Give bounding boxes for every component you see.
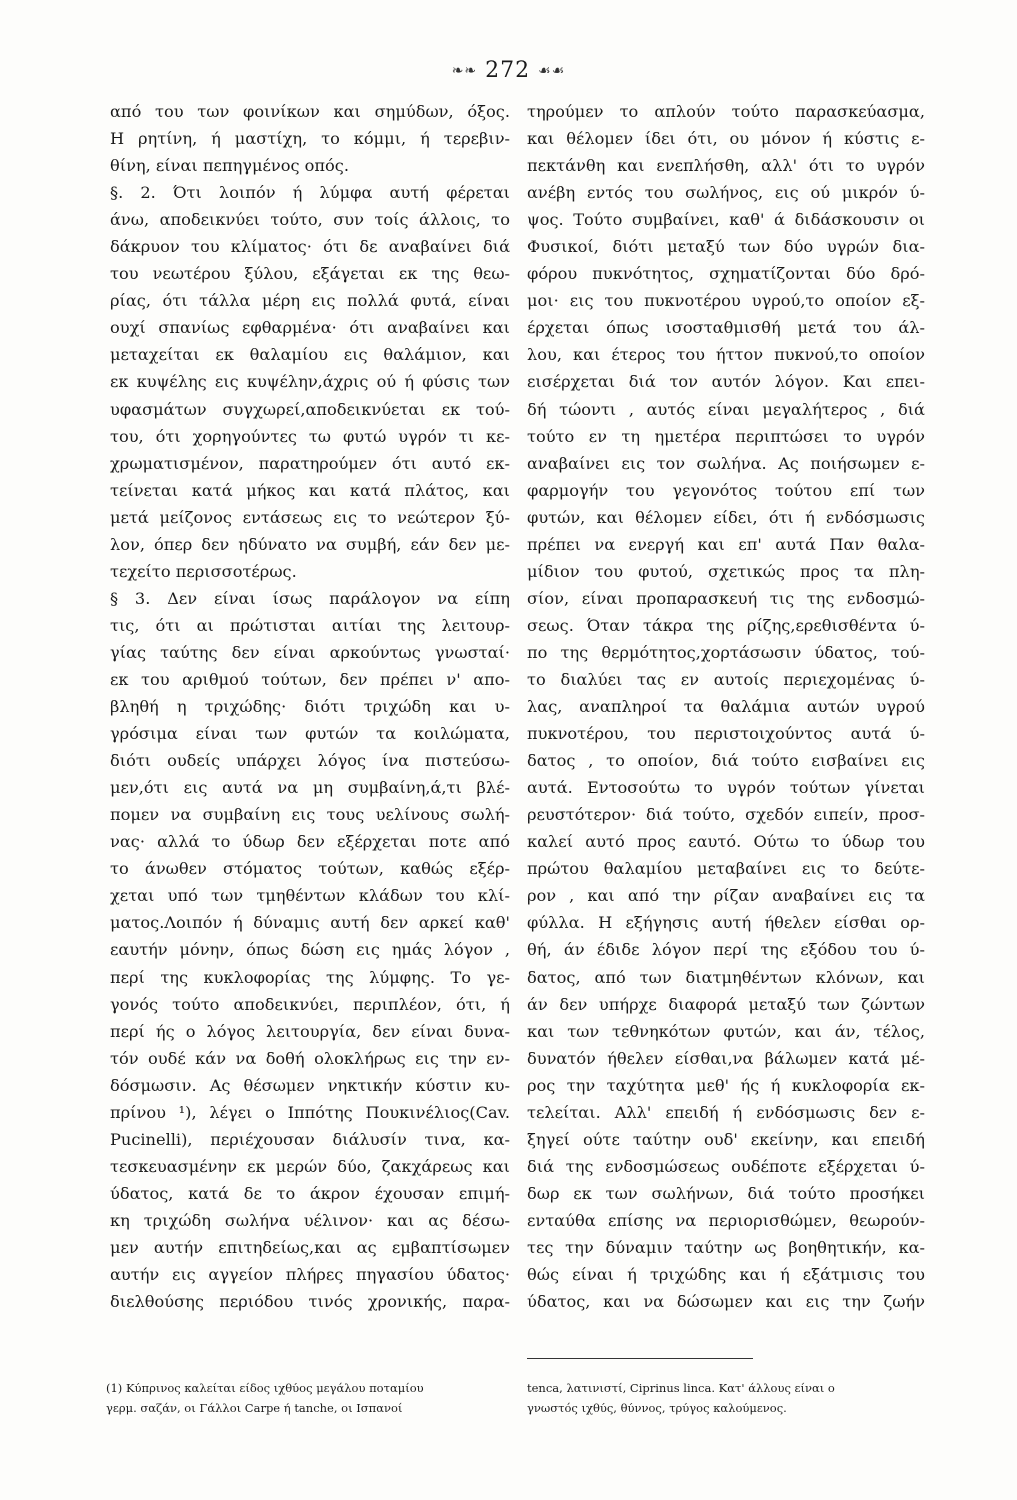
text-line: θώς είναι ή τριχώδης και ή εξάτμισις του <box>527 1265 925 1285</box>
text-line: αυτά. Εντοσούτω το υγρόν τούτων γίνεται <box>527 778 925 798</box>
text-line: μίδιον του φυτού, σχετικώς προς τα πλη- <box>527 561 925 581</box>
text-line: ρον , και από την ρίζαν αναβαίνει εις τα <box>527 886 925 906</box>
text-line: εισέρχεται διά τον αυτόν λόγον. Και επει- <box>527 372 925 392</box>
text-line: εαυτήν μόνην, όπως δώση εις ημάς λόγον , <box>110 940 510 960</box>
text-line: βληθή η τριχώδης· διότι τριχώδη και υ- <box>110 697 510 717</box>
right-column <box>527 98 925 1315</box>
text-line: μεταχείται εκ θαλαμίου εις θαλάμιον, και <box>110 345 510 365</box>
text-line: φυτών, και θέλομεν είδει, ότι ή ενδόσμωσις <box>527 507 925 527</box>
text-line: μοι· εις του πυκνοτέρου υγρού,το οποίον εξ- <box>527 291 925 311</box>
text-line: ουχί σπανίως εφθαρμένα· ότι αναβαίνει και <box>110 318 510 338</box>
text-line: κη τριχώδη σωλήνα υέλινον· και ας δέσω- <box>110 1210 510 1230</box>
text-line: διότι ουδείς υπάρχει λόγος ίνα πιστεύσω- <box>110 751 510 771</box>
text-line: του, ότι χορηγούντες τω φυτώ υγρόν τι κε- <box>110 426 510 446</box>
text-line: ξηγεί ούτε ταύτην ουδ' εκείνην, και επειδή <box>527 1129 925 1149</box>
text-line: νας· αλλά το ύδωρ δεν εξέρχεται ποτε από <box>110 832 510 852</box>
text-line: θίνη, είναι πεπηγμένος οπός. <box>110 156 350 176</box>
text-line: χεται υπό των τμηθέντων κλάδων του κλί- <box>110 886 510 906</box>
text-line: δυνατόν ήθελεν είσθαι,να βάλωμεν κατά μέ- <box>527 1048 925 1068</box>
text-line: τες την δύναμιν ταύτην ως βοηθητικήν, κα- <box>527 1237 925 1257</box>
text-line: αυτήν εις αγγείον πλήρες πηγασίου ύδατος· <box>110 1265 510 1285</box>
text-line: τόν ουδέ κάν να δοθή ολοκλήρως εις την εν- <box>110 1048 510 1068</box>
page-header <box>0 58 1017 83</box>
footnote-left <box>106 1378 502 1418</box>
text-line: και θέλομεν ίδει ότι, ου μόνον ή κύστις ε- <box>527 129 925 149</box>
text-line: δή τώοντι , αυτός είναι μεγαλήτερος , διά <box>527 399 925 419</box>
text-line: αναβαίνει εις τον σωλήνα. Ας ποιήσωμεν ε- <box>527 453 925 473</box>
footnote-line: γνωστός ιχθύς, θύννος, τρύγος καλούμενος. <box>527 1401 787 1415</box>
text-line: καλεί αυτό προς εαυτό. Ούτω το ύδωρ του <box>527 832 925 852</box>
text-line: ενταύθα επίσης να περιορισθώμεν, θεωρούν- <box>527 1210 925 1230</box>
text-line: ύδατος, κατά δε το άκρον έχουσαν επιμή- <box>110 1183 510 1203</box>
text-line: θή, άν έδιδε λόγον περί της εξόδου του ύ- <box>527 940 925 960</box>
text-line: πομεν να συμβαίνη εις τους υελίνους σωλή- <box>110 805 510 825</box>
text-line: λου, και έτερος του ήττον πυκνού,το οποίον <box>527 345 925 365</box>
page-number: 272 <box>485 58 531 83</box>
text-line: τεσκευασμένην εκ μερών δύο, ζακχάρεως και <box>110 1156 510 1176</box>
text-line: γίας ταύτης δεν είναι αρκούντως γνωσταί· <box>110 642 510 662</box>
text-line: μετά μείζονος εντάσεως εις το νεώτερον ξύ- <box>110 507 510 527</box>
text-line: ρευστότερον· διά τούτο, σχεδόν ειπείν, προσ- <box>527 805 925 825</box>
text-line: περί ής ο λόγος λειτουργία, δεν είναι δυνα- <box>110 1021 510 1041</box>
text-line: διά της ενδοσμώσεως ουδέποτε εξέρχεται ύ- <box>527 1156 925 1176</box>
text-line: γρόσιμα είναι των φυτών τα κοιλώματα, <box>110 724 510 744</box>
footnote-divider <box>527 1358 753 1359</box>
text-line: εκ του αριθμού τούτων, δεν πρέπει ν' απο- <box>110 669 510 689</box>
text-line: του νεωτέρου ξύλου, εξάγεται εκ της θεω- <box>110 264 510 284</box>
text-line: ψος. Τούτο συμβαίνει, καθ' ά διδάσκουσιν οι <box>527 210 925 230</box>
text-line: μεν,ότι εις αυτά να μη συμβαίνη,ά,τι βλέ- <box>110 778 510 798</box>
ornament-right: ☙☙ <box>538 63 566 79</box>
text-line: τείνεται κατά μήκος και κατά πλάτος, και <box>110 480 510 500</box>
text-line: ματος.Λοιπόν ή δύναμις αυτή δεν αρκεί καθ' <box>110 913 510 933</box>
text-line: ρίας, ότι τάλλα μέρη εις πολλά φυτά, είναι <box>110 291 510 311</box>
text-line: Η ρητίνη, ή μαστίχη, το κόμμι, ή τερεβιν- <box>110 129 510 149</box>
text-line: ανέβη εντός του σωλήνος, εις ού μικρόν ύ- <box>527 183 925 203</box>
text-line: περί της κυκλοφορίας της λύμφης. Το γε- <box>110 967 510 987</box>
text-line: § 3. Δεν είναι ίσως παράλογον να είπη <box>110 588 510 608</box>
text-line: πυκνοτέρου, του περιστοιχούντος αυτά ύ- <box>527 724 925 744</box>
text-line: το διαλύει τας εν αυτοίς περιεχομένας ύ- <box>527 669 925 689</box>
text-line: σεως. Όταν τάκρα της ρίζης,ερεθισθέντα ύ- <box>527 615 925 635</box>
text-line: δάκρυον του κλίματος· ότι δε αναβαίνει διά <box>110 237 510 257</box>
ornament-left: ❧❧ <box>451 63 478 79</box>
text-line: Φυσικοί, διότι μεταξύ των δύο υγρών δια- <box>527 237 925 257</box>
text-line: φαρμογήν του γεγονότος τούτου επί των <box>527 480 925 500</box>
text-line: μεν αυτήν επιτηδείως,και ας εμβαπτίσωμεν <box>110 1237 510 1257</box>
text-line: δωρ εκ των σωλήνων, διά τούτο προσήκει <box>527 1183 925 1203</box>
text-line: και των τεθνηκότων φυτών, και άν, τέλος, <box>527 1021 925 1041</box>
left-column <box>110 98 510 1315</box>
text-line: πρίνου ¹), λέγει ο Ιππότης Πουκινέλιος(Cav. <box>110 1102 510 1122</box>
text-line: πεκτάνθη και ενεπλήσθη, αλλ' ότι το υγρόν <box>527 156 925 176</box>
text-line: δατος, από των διατμηθέντων κλόνων, και <box>527 967 925 987</box>
text-line: φόρου πυκνότητος, σχηματίζονται δύο δρό- <box>527 264 925 284</box>
footnote-right <box>527 1378 927 1418</box>
text-line: πο της θερμότητος,χορτάσωσιν ύδατος, τού- <box>527 642 925 662</box>
text-line: από του των φοινίκων και σημύδων, όξος. <box>110 102 510 121</box>
text-line: δατος , το οποίον, διά τούτο εισβαίνει εις <box>527 751 925 771</box>
footnote-line: tenca, λατινιστί, Ciprinus linca. Κατ' άλλους είναι ο <box>527 1381 835 1395</box>
text-line: φύλλα. Η εξήγησις αυτή ήθελεν είσθαι ορ- <box>527 913 925 933</box>
text-line: άν δεν υπήρχε διαφορά μεταξύ των ζώντων <box>527 994 925 1014</box>
text-line: τις, ότι αι πρώτισται αιτίαι της λειτουρ- <box>110 615 510 635</box>
text-line: ύδατος, και να δώσωμεν και εις την ζωήν <box>527 1292 925 1312</box>
text-line: λας, αναπληροί τα θαλάμια αυτών υγρού <box>527 697 925 717</box>
text-line: άνω, αποδεικνύει τούτο, συν τοίς άλλοις, το <box>110 210 510 230</box>
text-line: διελθούσης περιόδου τινός χρονικής, παρα- <box>110 1292 510 1312</box>
text-line: εκ κυψέλης εις κυψέλην,άχρις ού ή φύσις των <box>110 372 510 392</box>
text-line: Pucinelli), περιέχουσαν διάλυσίν τινα, κα- <box>110 1129 510 1149</box>
text-line: τηρούμεν το απλούν τούτο παρασκεύασμα, <box>527 102 925 121</box>
text-line: υφασμάτων συγχωρεί,αποδεικνύεται εκ τού- <box>110 399 510 419</box>
text-line: γονός τούτο αποδεικνύει, περιπλέον, ότι, ή <box>110 994 510 1014</box>
text-line: λον, όπερ δεν ηδύνατο να συμβή, εάν δεν με- <box>110 534 510 554</box>
text-line: χρωματισμένον, παρατηρούμεν ότι αυτό εκ- <box>110 453 510 473</box>
footnote-line: γερμ. σαζάν, οι Γάλλοι Carpe ή tanche, οι Ισπανοί <box>106 1401 403 1415</box>
text-line: το άνωθεν στόματος τούτων, καθώς εξέρ- <box>110 859 510 879</box>
text-line: τελείται. Αλλ' επειδή ή ενδόσμωσις δεν ε- <box>527 1102 925 1122</box>
text-line: δόσμωσιν. Ας θέσωμεν νηκτικήν κύστιν κυ- <box>110 1075 510 1095</box>
text-line: πρώτου θαλαμίου μεταβαίνει εις το δεύτε- <box>527 859 925 879</box>
text-line: τούτο εν τη ημετέρα περιπτώσει το υγρόν <box>527 426 925 446</box>
text-line: σίον, είναι προπαρασκευή τις της ενδοσμώ- <box>527 588 925 608</box>
text-line: έρχεται όπως ισοσταθμισθή μετά του άλ- <box>527 318 925 338</box>
text-line: §. 2. Ότι λοιπόν ή λύμφα αυτή φέρεται <box>110 183 510 203</box>
footnote-line: (1) Κύπρινος καλείται είδος ιχθύος μεγάλου ποταμίου <box>106 1381 424 1395</box>
text-line: πρέπει να ενεργή και επ' αυτά Παν θαλα- <box>527 534 925 554</box>
text-line: τεχείτο περισσοτέρως. <box>110 561 297 581</box>
text-line: ρος την ταχύτητα μεθ' ής ή κυκλοφορία εκ- <box>527 1075 925 1095</box>
